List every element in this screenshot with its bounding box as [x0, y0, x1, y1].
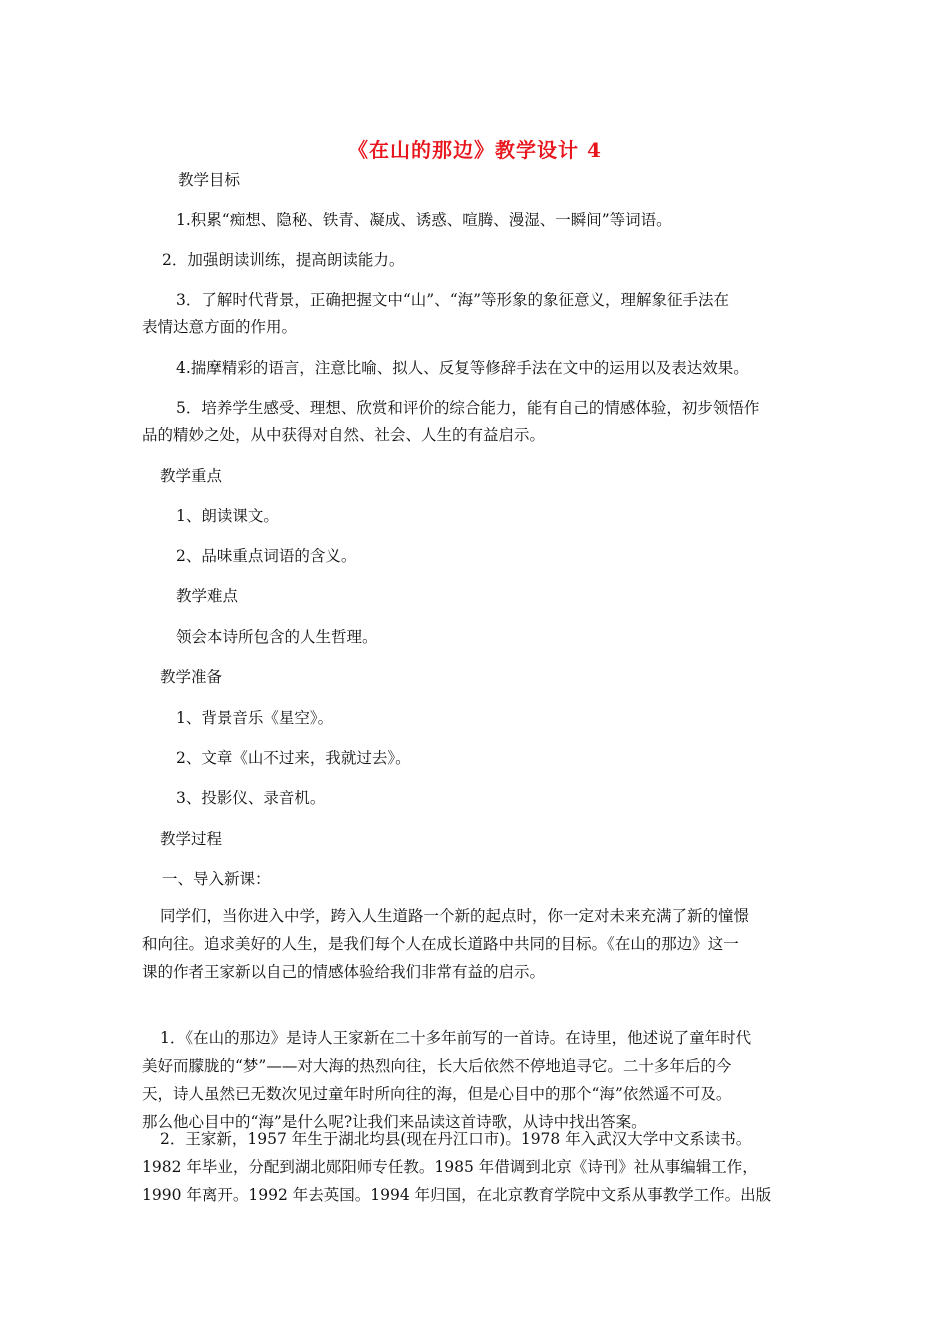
objective-item-1: 1.积累“痴想、隐秘、铁青、凝成、诱惑、喧腾、漫湿、一瞬间”等词语。 [176, 211, 672, 229]
document-title: 《在山的那边》教学设计 4 [348, 138, 602, 162]
key-point-item-2: 2、品味重点词语的含义。 [176, 547, 357, 565]
intro-line-1: 同学们，当你进入中学，跨入人生道路一个新的起点时，你一定对未来充满了新的憧憬 [160, 907, 750, 925]
objective-item-3-line-2: 表情达意方面的作用。 [142, 318, 298, 336]
paragraph-1-line-3: 天，诗人虽然已无数次见过童年时所向往的海，但是心目中的那个“海”依然遥不可及。 [142, 1085, 732, 1103]
paragraph-2-line-2: 1982 年毕业，分配到湖北郧阳师专任教。1985 年借调到北京《诗刊》社从事编辑工作， [142, 1158, 758, 1176]
paragraph-2-line-1: 2．王家新，1957 年生于湖北均县(现在丹江口市)。1978 年入武汉大学中文系读书。 [160, 1130, 752, 1148]
paragraph-1-line-1: 1．《在山的那边》是诗人王家新在二十多年前写的一首诗。在诗里，他述说了童年时代 [160, 1029, 752, 1047]
process-heading: 教学过程 [160, 830, 223, 848]
key-point-item-1: 1、朗读课文。 [176, 507, 279, 525]
intro-line-2: 和向往。追求美好的人生，是我们每个人在成长道路中共同的目标。《在山的那边》这一 [142, 935, 739, 953]
preparation-heading: 教学准备 [160, 668, 223, 686]
difficulty-item-1: 领会本诗所包含的人生哲理。 [176, 628, 378, 646]
preparation-item-3: 3、投影仪、录音机。 [176, 789, 326, 807]
objective-item-5-line-1: 5．培养学生感受、理想、欣赏和评价的综合能力，能有自己的情感体验，初步领悟作 [176, 399, 760, 417]
key-points-heading: 教学重点 [160, 467, 223, 485]
preparation-item-1: 1、背景音乐《星空》。 [176, 709, 334, 727]
objective-item-5-line-2: 品的精妙之处，从中获得对自然、社会、人生的有益启示。 [142, 426, 546, 444]
process-section-1: 一、导入新课： [162, 870, 271, 888]
paragraph-1 [142, 1024, 814, 1136]
paragraph-2 [142, 1125, 814, 1209]
objective-item-3-line-1: 3．了解时代背景，正确把握文中“山”、“海”等形象的象征意义，理解象征手法在 [176, 291, 730, 309]
objective-item-2: 2．加强朗读训练，提高朗读能力。 [162, 251, 405, 269]
intro-line-3: 课的作者王家新以自己的情感体验给我们非常有益的启示。 [142, 963, 546, 981]
intro-paragraph [142, 902, 814, 986]
paragraph-1-line-2: 美好而朦胧的“梦”——对大海的热烈向往，长大后依然不停地追寻它。二十多年后的今 [142, 1057, 732, 1075]
difficulties-heading: 教学难点 [176, 587, 239, 605]
paragraph-2-line-3: 1990 年离开。1992 年去英国。1994 年归国，在北京教育学院中文系从事教学工作。出版 [142, 1186, 772, 1204]
paragraph-1-line-4: 那么他心目中的“海”是什么呢?让我们来品读这首诗歌，从诗中找出答案。 [142, 1113, 647, 1131]
objectives-heading: 教学目标 [178, 171, 241, 189]
preparation-item-2: 2、文章《山不过来，我就过去》。 [176, 749, 411, 767]
objective-item-4: 4.揣摩精彩的语言，注意比喻、拟人、反复等修辞手法在文中的运用以及表达效果。 [176, 359, 749, 377]
